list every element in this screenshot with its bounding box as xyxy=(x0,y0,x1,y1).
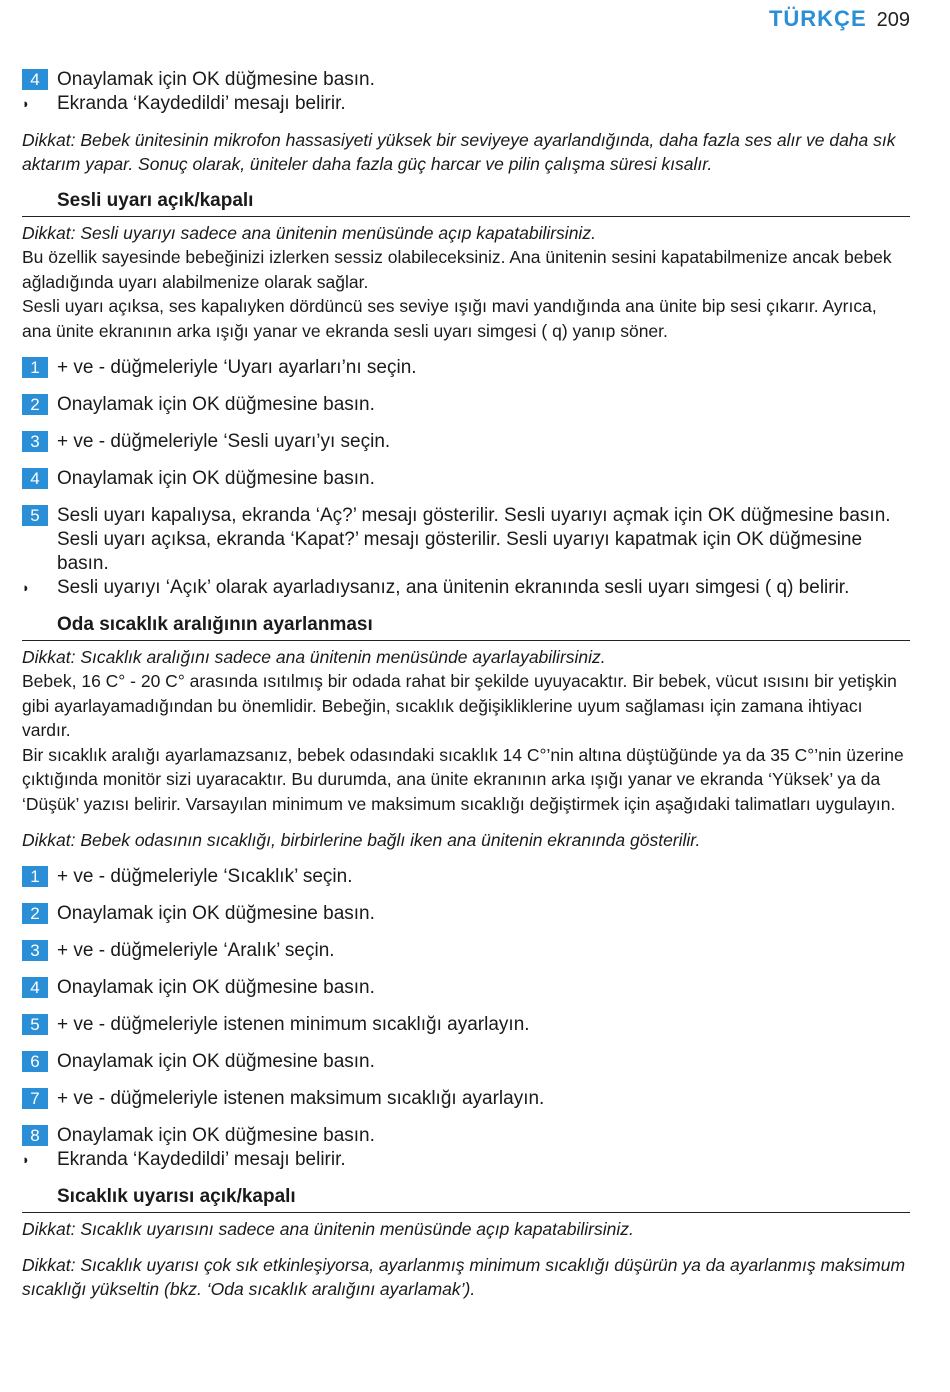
step-item xyxy=(22,1124,910,1148)
step-number: 2 xyxy=(22,394,48,415)
step-text: Onaylamak için OK düğmesine basın. xyxy=(57,977,375,998)
step-item xyxy=(22,68,910,92)
step-text: Onaylamak için OK düğmesine basın. xyxy=(57,394,375,415)
step-item xyxy=(22,976,910,1000)
note: Dikkat: Sıcaklık uyarısını sadece ana ünitenin menüsünde açıp kapatabilirsiniz. xyxy=(22,1219,634,1239)
step-item xyxy=(22,865,910,889)
triangle-bullet-icon: ◗ xyxy=(22,1152,30,1167)
result-bullet xyxy=(22,576,910,600)
step-number: 3 xyxy=(22,940,48,961)
paragraph: Bebek, 16 C° - 20 C° arasında ısıtılmış bir odada rahat bir şekilde uyuyacaktır. Bir bebek, vücut ısısını bir yetişkin gibi ayarlayamadığından bu önemlidir. Bebeğin, sıcaklık değişikliklerine uyum sağlaması için zamana ihtiyacı vardır. xyxy=(22,671,897,740)
result-bullet xyxy=(22,92,910,116)
paragraph: Bir sıcaklık aralığı ayarlamazsanız, bebek odasındaki sıcaklık 14 C°’nin altına düştüğünde ya da 35 C°’nin üzerine çıktığında monitör sizi uyaracaktır. Bu durumda, ana ünite ekranının arka ışığı yanar ve ekranda ‘Yüksek’ ya da ‘Düşük’ yazısı belirir. Varsayılan minimum ve maksimum sıcaklığı değiştirmek için aşağıdaki talimatları uygulayın. xyxy=(22,744,904,814)
step-text: + ve - düğmeleriyle istenen maksimum sıcaklığı ayarlayın. xyxy=(57,1088,545,1109)
bullet-text: Ekranda ‘Kaydedildi’ mesajı belirir. xyxy=(57,93,346,114)
step-item xyxy=(22,467,910,491)
step-number: 8 xyxy=(22,1125,48,1146)
step-number: 4 xyxy=(22,468,48,489)
language-label: TÜRKÇE xyxy=(768,6,867,31)
step-text: + ve - düğmeleriyle istenen minimum sıcaklığı ayarlayın. xyxy=(57,1014,530,1035)
step-number: 3 xyxy=(22,431,48,452)
paragraph: Bu özellik sayesinde bebeğinizi izlerken sessiz olabileceksiniz. Ana ünitenin sesini kapatabilmenize ancak bebek ağladığında uyarı alabilmenize olarak sağlar. xyxy=(22,247,892,292)
step-number: 1 xyxy=(22,866,48,887)
step-number: 4 xyxy=(22,977,48,998)
triangle-bullet-icon: ◗ xyxy=(22,580,30,595)
page-header xyxy=(769,6,910,32)
step-item xyxy=(22,430,910,454)
step-item xyxy=(22,1013,910,1037)
step-text: Onaylamak için OK düğmesine basın. xyxy=(57,69,375,90)
step-text: + ve - düğmeleriyle ‘Uyarı ayarları’nı seçin. xyxy=(57,357,417,378)
note: Dikkat: Sıcaklık aralığını sadece ana ünitenin menüsünde ayarlayabilirsiniz. xyxy=(22,647,606,667)
step-number: 7 xyxy=(22,1088,48,1109)
result-bullet xyxy=(22,1148,910,1172)
step-item xyxy=(22,902,910,926)
step-number: 5 xyxy=(22,505,48,526)
step-item xyxy=(22,393,910,417)
paragraph: Sesli uyarı açıksa, ses kapalıyken dördüncü ses seviye ışığı mavi yandığında ana ünite bip sesi çıkarır. Ayrıca, ana ünite ekranının arka ışığı yanar ve ekranda sesli uyarı simgesi ( q) yanıp söner. xyxy=(22,296,877,341)
step-number: 5 xyxy=(22,1014,48,1035)
step-text: + ve - düğmeleriyle ‘Sesli uyarı’yı seçin. xyxy=(57,431,391,452)
step-number: 4 xyxy=(22,69,48,90)
note: Dikkat: Sıcaklık uyarısı çok sık etkinleşiyorsa, ayarlanmış minimum sıcaklığı düşürün ya da ayarlanmış maksimum sıcaklığı yükseltin (bkz. ‘Oda sıcaklık aralığını ayarlamak’). xyxy=(22,1255,906,1299)
note: Dikkat: Bebek ünitesinin mikrofon hassasiyeti yüksek bir seviyeye ayarlandığında, daha fazla ses alır ve daha sık aktarım yapar. Sonuç olarak, üniteler daha fazla güç harcar ve pilin çalışma süresi kısalır. xyxy=(22,130,896,174)
note: Dikkat: Bebek odasının sıcaklığı, birbirlerine bağlı iken ana ünitenin ekranında gösterilir. xyxy=(22,830,701,850)
step-number: 2 xyxy=(22,903,48,924)
section-heading: Sesli uyarı açık/kapalı xyxy=(22,189,910,217)
step-item xyxy=(22,1050,910,1074)
bullet-text: Ekranda ‘Kaydedildi’ mesajı belirir. xyxy=(57,1149,346,1170)
page-number: 209 xyxy=(876,9,910,31)
step-text: Onaylamak için OK düğmesine basın. xyxy=(57,1125,375,1146)
page-content xyxy=(22,68,910,1301)
step-item xyxy=(22,504,910,576)
step-text: Onaylamak için OK düğmesine basın. xyxy=(57,903,375,924)
step-number: 1 xyxy=(22,357,48,378)
step-text: Onaylamak için OK düğmesine basın. xyxy=(57,1051,375,1072)
section-heading: Sıcaklık uyarısı açık/kapalı xyxy=(22,1185,910,1213)
step-number: 6 xyxy=(22,1051,48,1072)
step-item xyxy=(22,1087,910,1111)
step-item xyxy=(22,356,910,380)
step-item xyxy=(22,939,910,963)
step-text: Onaylamak için OK düğmesine basın. xyxy=(57,468,375,489)
step-text: Sesli uyarı kapalıysa, ekranda ‘Aç?’ mesajı gösterilir. Sesli uyarıyı açmak için OK düğmesine basın. Sesli uyarı açıksa, ekranda ‘Kapat?’ mesajı gösterilir. Sesli uyarıyı kapatmak için OK düğmesine basın. xyxy=(57,505,891,574)
step-text: + ve - düğmeleriyle ‘Sıcaklık’ seçin. xyxy=(57,866,353,887)
section-heading: Oda sıcaklık aralığının ayarlanması xyxy=(22,613,910,641)
bullet-text: Sesli uyarıyı ‘Açık’ olarak ayarladıysanız, ana ünitenin ekranında sesli uyarı simgesi ( q) belirir. xyxy=(57,577,850,598)
step-text: + ve - düğmeleriyle ‘Aralık’ seçin. xyxy=(57,940,335,961)
note: Dikkat: Sesli uyarıyı sadece ana ünitenin menüsünde açıp kapatabilirsiniz. xyxy=(22,223,596,243)
triangle-bullet-icon: ◗ xyxy=(22,96,30,111)
